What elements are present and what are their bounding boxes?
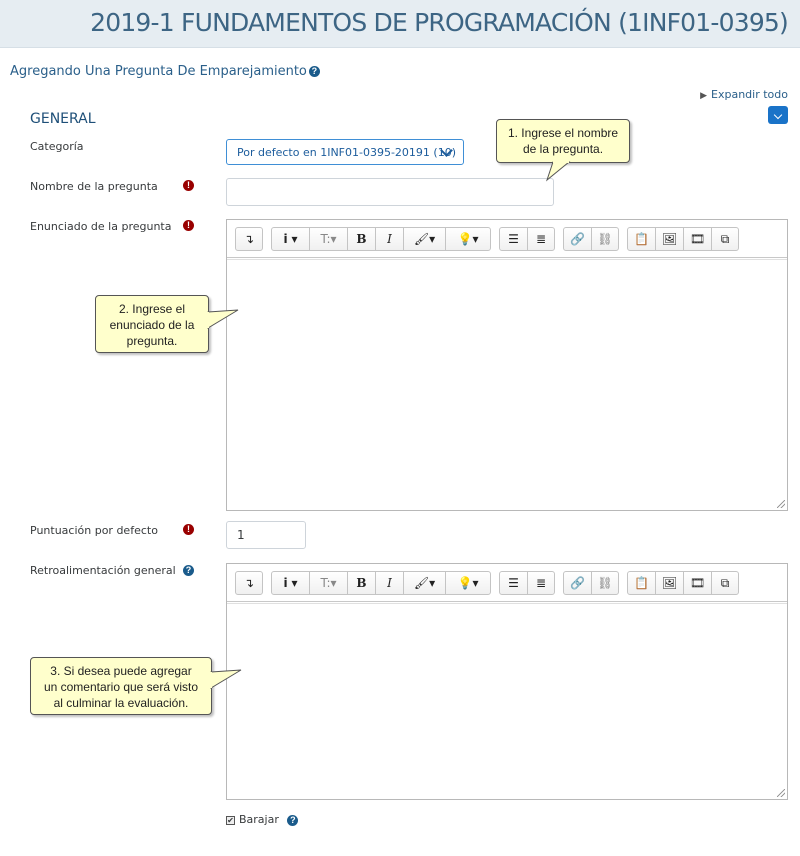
category-select-value: Por defecto en 1INF01-0395-20191 (10)	[237, 146, 457, 159]
lightbulb-dropdown-icon[interactable]: 💡▾	[457, 576, 479, 590]
shuffle-row	[226, 813, 298, 826]
font-size-label: T:	[320, 232, 331, 246]
media-icon[interactable]: 🎞	[684, 572, 712, 594]
callout-2-line2: enunciado de la	[109, 318, 195, 332]
shuffle-checkbox[interactable]: ✔	[227, 815, 234, 825]
callout-2-line3: pregunta.	[126, 334, 178, 348]
toolbar-group-collapse	[235, 227, 263, 251]
image-icon[interactable]: 🖼	[656, 228, 684, 250]
toolbar-group-media	[627, 227, 739, 251]
callout-pointer	[211, 666, 251, 706]
toolbar-group-style	[271, 571, 491, 595]
info-dropdown-icon[interactable]: i ▾	[272, 228, 310, 250]
copy-icon[interactable]: ⧉	[720, 231, 730, 246]
callout-3-line2: un comentario que será visto	[43, 680, 199, 694]
media-icon[interactable]: 🎞	[684, 228, 712, 250]
paintbrush-dropdown-icon[interactable]: 🖌▾	[404, 228, 446, 250]
general-feedback-editor	[226, 563, 788, 800]
callout-1-line2: de la pregunta.	[522, 142, 604, 156]
question-name-label: Nombre de la pregunta	[30, 180, 158, 193]
unlink-icon[interactable]: ⛓	[597, 576, 613, 590]
toolbar-group-links	[563, 571, 619, 595]
general-feedback-label: Retroalimentación general	[30, 564, 176, 577]
link-icon[interactable]: 🔗	[564, 572, 592, 594]
callout-general-feedback	[30, 657, 212, 715]
question-text-area[interactable]	[227, 259, 787, 510]
page-heading	[10, 64, 320, 79]
toolbar-group-collapse	[235, 571, 263, 595]
expand-all-label: Expandir todo	[711, 88, 788, 101]
help-icon[interactable]: ?	[183, 565, 194, 576]
required-icon: !	[183, 220, 194, 231]
toolbar-group-lists	[499, 227, 555, 251]
bold-button[interactable]: B	[348, 228, 376, 250]
toolbar-group-style	[271, 227, 491, 251]
bullet-list-icon[interactable]: ☰	[500, 228, 528, 250]
category-label: Categoría	[30, 140, 84, 153]
toolbar-group-media	[627, 571, 739, 595]
expand-all-link[interactable]	[700, 88, 788, 101]
copy-icon[interactable]: ⧉	[720, 575, 730, 590]
help-icon[interactable]: ?	[309, 66, 320, 77]
callout-3-line3: al culminar la evaluación.	[53, 696, 189, 710]
bold-button[interactable]: B	[348, 572, 376, 594]
default-mark-input[interactable]: 1	[226, 521, 306, 549]
callout-2-line1: 2. Ingrese el	[118, 302, 186, 316]
chevron-down-icon	[774, 111, 782, 119]
collapse-section-button[interactable]	[768, 106, 788, 124]
callout-3-line1: 3. Si desea puede agregar	[50, 664, 192, 678]
question-name-input[interactable]	[226, 178, 554, 206]
callout-question-name	[496, 119, 630, 163]
callout-pointer	[541, 162, 581, 192]
question-text-editor	[226, 219, 788, 511]
help-icon[interactable]: ?	[287, 815, 298, 826]
shuffle-label: Barajar	[239, 813, 279, 826]
link-icon[interactable]: 🔗	[564, 228, 592, 250]
font-size-dropdown[interactable]: T: ▾	[310, 572, 348, 594]
section-title-general: GENERAL	[30, 111, 96, 127]
default-mark-label: Puntuación por defecto	[30, 524, 158, 537]
font-size-dropdown[interactable]: T: ▾	[310, 228, 348, 250]
course-header	[0, 0, 800, 48]
category-select[interactable]	[226, 139, 464, 165]
paintbrush-dropdown-icon[interactable]: 🖌▾	[404, 572, 446, 594]
toolbar-group-links	[563, 227, 619, 251]
editor-toolbar	[227, 220, 787, 258]
triangle-right-icon: ▶	[700, 91, 708, 101]
callout-question-text	[95, 295, 209, 353]
info-dropdown-icon[interactable]: i ▾	[272, 572, 310, 594]
font-size-label: T:	[320, 576, 331, 590]
numbered-list-icon[interactable]: ≣	[535, 576, 547, 590]
italic-button[interactable]: I	[376, 572, 404, 594]
general-feedback-area[interactable]	[227, 603, 787, 799]
show-more-icon[interactable]: ↴	[243, 232, 255, 246]
course-title: 2019-1 FUNDAMENTOS DE PROGRAMACIÓN (1INF01-0395)	[90, 8, 788, 37]
paste-icon[interactable]: 📋	[628, 228, 656, 250]
callout-1-line1: 1. Ingrese el nombre	[507, 126, 619, 140]
page-heading-text: Agregando Una Pregunta De Emparejamiento	[10, 64, 307, 79]
required-icon: !	[183, 524, 194, 535]
lightbulb-dropdown-icon[interactable]: 💡▾	[457, 232, 479, 246]
image-icon[interactable]: 🖼	[656, 572, 684, 594]
numbered-list-icon[interactable]: ≣	[535, 232, 547, 246]
unlink-icon[interactable]: ⛓	[597, 232, 613, 246]
italic-button[interactable]: I	[376, 228, 404, 250]
bullet-list-icon[interactable]: ☰	[500, 572, 528, 594]
editor-toolbar	[227, 564, 787, 602]
paste-icon[interactable]: 📋	[628, 572, 656, 594]
required-icon: !	[183, 180, 194, 191]
toolbar-group-lists	[499, 571, 555, 595]
callout-pointer	[208, 306, 248, 346]
show-more-icon[interactable]: ↴	[243, 576, 255, 590]
question-text-label: Enunciado de la pregunta	[30, 220, 172, 233]
